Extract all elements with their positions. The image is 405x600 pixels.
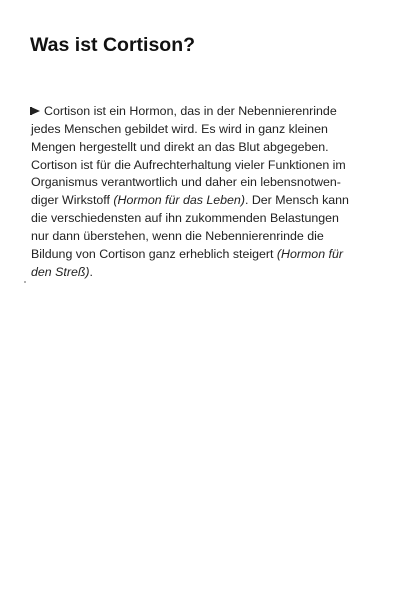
triangle-bullet-icon — [31, 107, 40, 115]
text-segment: diger Wirkstoff — [31, 193, 114, 208]
text-segment: Organismus verantwortlich und daher ein lebensnotwen- — [31, 175, 341, 190]
text-segment: . Der Mensch kann — [244, 193, 349, 208]
paragraph-line — [31, 139, 393, 157]
paragraph-line — [31, 103, 393, 121]
paragraph-line — [31, 210, 393, 228]
body-paragraph — [31, 103, 393, 281]
paragraph-line — [31, 121, 393, 139]
scan-speck — [24, 281, 26, 283]
paragraph-line — [31, 192, 393, 210]
text-segment: Mengen hergestellt und direkt an das Blut abgegeben. — [31, 139, 329, 154]
text-segment: Bildung von Cortison ganz erheblich steigert — [31, 246, 277, 261]
text-segment: . — [89, 264, 93, 279]
page-title: Was ist Cortison? — [30, 34, 196, 56]
paragraph-line — [31, 228, 393, 246]
text-segment: jedes Menschen gebildet wird. Es wird in ganz kleinen — [31, 121, 328, 136]
paragraph-line — [31, 246, 393, 264]
paragraph-line — [31, 174, 393, 192]
paragraph-line — [31, 264, 393, 282]
text-segment: die verschiedensten auf ihn zukommenden Belastungen — [31, 211, 339, 226]
text-segment: Cortison ist ein Hormon, das in der Nebennierenrinde — [44, 104, 337, 118]
italic-phrase: (Hormon für — [276, 246, 343, 261]
italic-phrase: (Hormon für das Leben) — [113, 193, 245, 208]
text-segment: Cortison ist für die Aufrechterhaltung vieler Funktionen im — [31, 157, 346, 172]
italic-phrase: den Streß) — [31, 264, 90, 279]
paragraph-line — [31, 157, 393, 175]
text-segment: nur dann überstehen, wenn die Nebennierenrinde die — [31, 228, 324, 243]
